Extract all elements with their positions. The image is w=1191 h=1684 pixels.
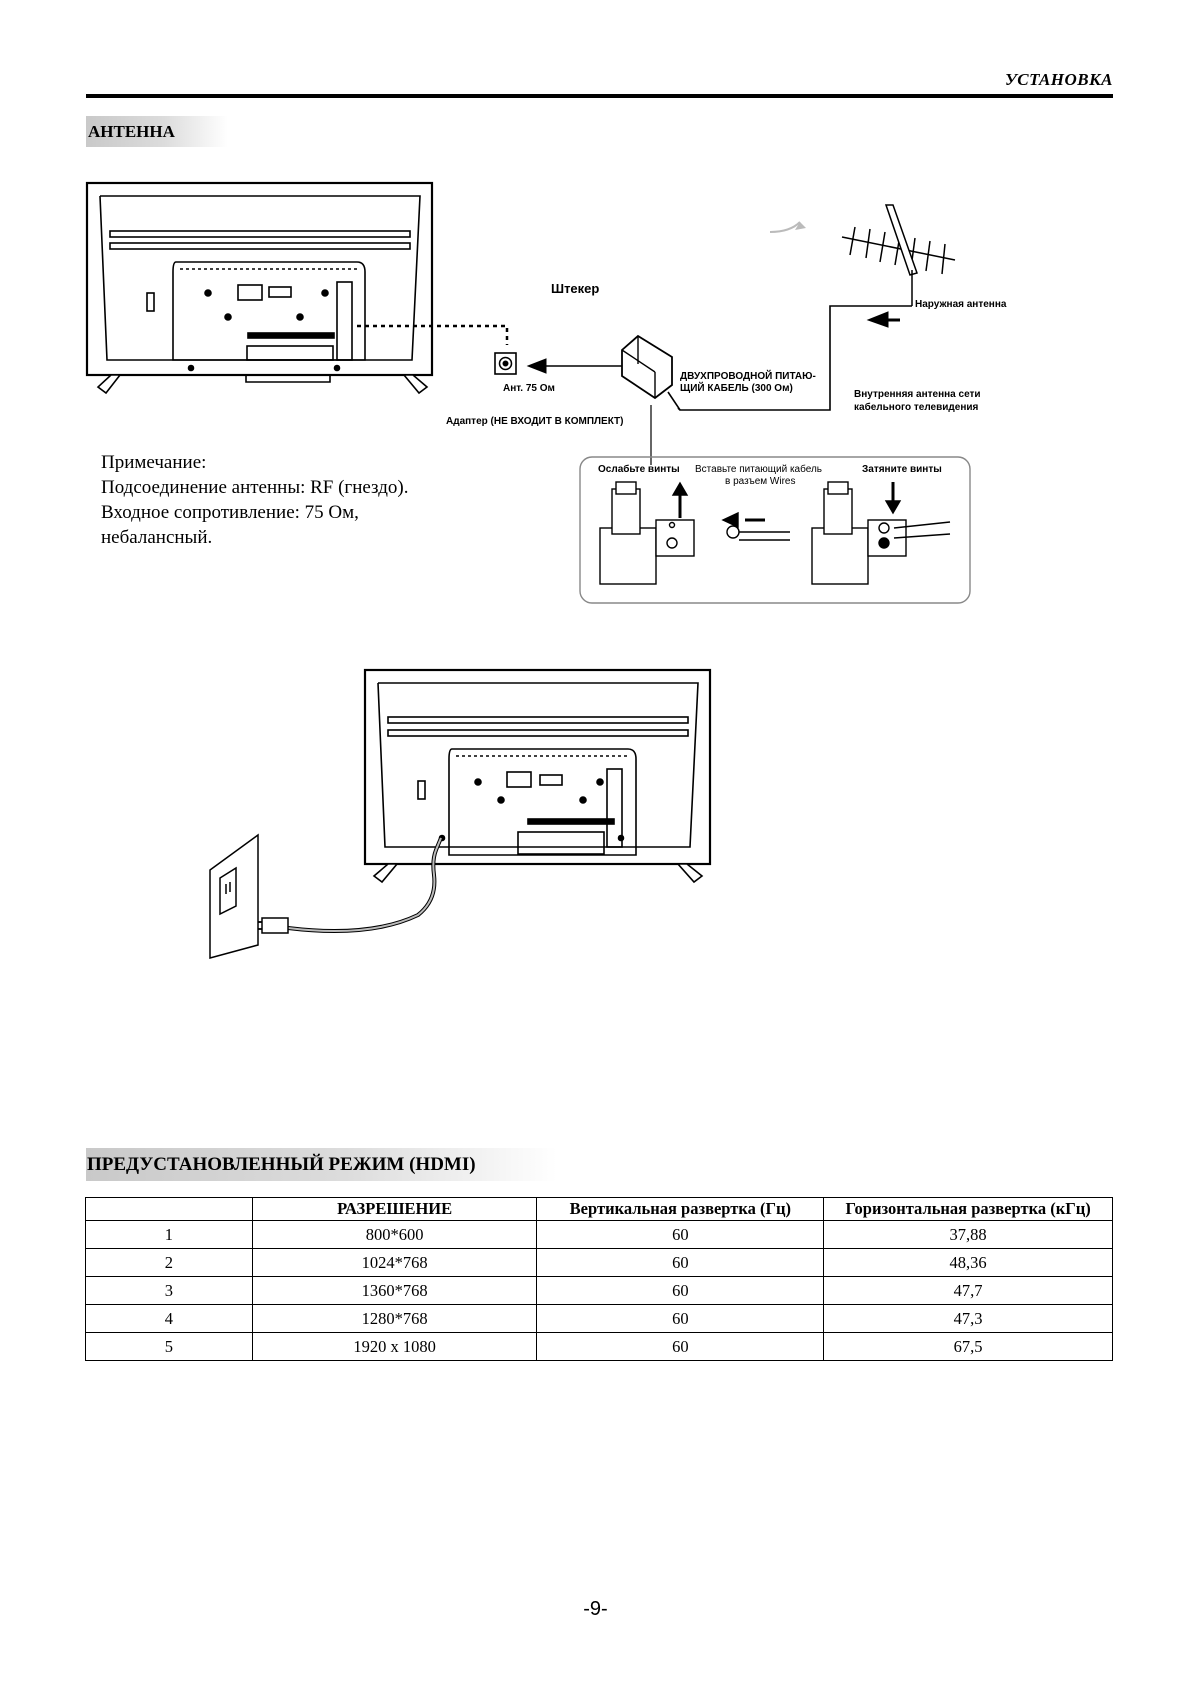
table-cell: 60 (537, 1305, 824, 1333)
table-cell: 1024*768 (252, 1249, 537, 1277)
indoor-antenna-label-2: кабельного телевидения (854, 402, 979, 413)
table-cell: 4 (86, 1305, 253, 1333)
plug-label: Штекер (551, 281, 600, 296)
table-cell: 37,88 (824, 1221, 1113, 1249)
table-cell: 60 (537, 1333, 824, 1361)
section-title: УСТАНОВКА (1004, 70, 1113, 89)
indoor-antenna-label-1: Внутренняя антенна сети (854, 389, 981, 400)
outdoor-antenna-drawing (770, 205, 955, 306)
table-row (86, 1249, 1113, 1277)
tv-rear-view-power (365, 670, 710, 882)
antenna-cable-path (357, 306, 912, 465)
note-title: Примечание: (101, 452, 207, 473)
insert-cable-label-2: в разъем Wires (725, 476, 796, 487)
table-row (86, 1277, 1113, 1305)
power-cord (252, 838, 441, 933)
antenna-heading: АНТЕННА (86, 116, 228, 147)
table-cell: 1360*768 (252, 1277, 537, 1305)
table-cell: 1280*768 (252, 1305, 537, 1333)
table-cell: 47,7 (824, 1277, 1113, 1305)
column-header (86, 1198, 253, 1221)
tighten-screws-label: Затяните винты (862, 464, 942, 475)
hdmi-modes-table (85, 1197, 1113, 1361)
column-header: РАЗРЕШЕНИЕ (252, 1198, 537, 1221)
table-cell: 48,36 (824, 1249, 1113, 1277)
column-header: Вертикальная развертка (Гц) (537, 1198, 824, 1221)
table-cell: 2 (86, 1249, 253, 1277)
hdmi-heading: ПРЕДУСТАНОВЛЕННЫЙ РЕЖИМ (HDMI) (86, 1148, 557, 1181)
ant-75-label: Ант. 75 Ом (503, 383, 555, 394)
note-line-1: Подсоединение антенны: RF (гнездо). (101, 477, 409, 498)
table-cell: 5 (86, 1333, 253, 1361)
table-row (86, 1221, 1113, 1249)
adapter-label: Адаптер (НЕ ВХОДИТ В КОМПЛЕКТ) (446, 416, 624, 427)
outdoor-antenna-label: Наружная антенна (915, 299, 1007, 310)
tv-rear-view (87, 183, 432, 393)
table-cell: 1 (86, 1221, 253, 1249)
table-cell: 60 (537, 1249, 824, 1277)
power-diagram (0, 660, 1191, 970)
page-number: -9- (583, 1598, 608, 1620)
twin-cable-label-2: ЩИЙ КАБЕЛЬ (300 Ом) (680, 383, 793, 394)
table-header-row (86, 1198, 1113, 1221)
table-row (86, 1305, 1113, 1333)
twin-cable-label-1: ДВУХПРОВОДНОЙ ПИТАЮ- (680, 371, 816, 382)
table-cell: 60 (537, 1277, 824, 1305)
table-cell: 60 (537, 1221, 824, 1249)
loosen-screws-label: Ослабьте винты (598, 464, 680, 475)
table-cell: 67,5 (824, 1333, 1113, 1361)
table-row (86, 1333, 1113, 1361)
column-header: Горизонтальная развертка (кГц) (824, 1198, 1113, 1221)
insert-cable-label-1: Вставьте питающий кабель (695, 464, 823, 475)
wall-outlet (210, 835, 258, 958)
table-cell: 47,3 (824, 1305, 1113, 1333)
antenna-note (101, 450, 408, 550)
table-cell: 800*600 (252, 1221, 537, 1249)
note-line-2: Входное сопротивление: 75 Ом, (101, 502, 359, 523)
table-cell: 3 (86, 1277, 253, 1305)
note-line-3: небалансный. (101, 527, 213, 548)
table-cell: 1920 x 1080 (252, 1333, 537, 1361)
